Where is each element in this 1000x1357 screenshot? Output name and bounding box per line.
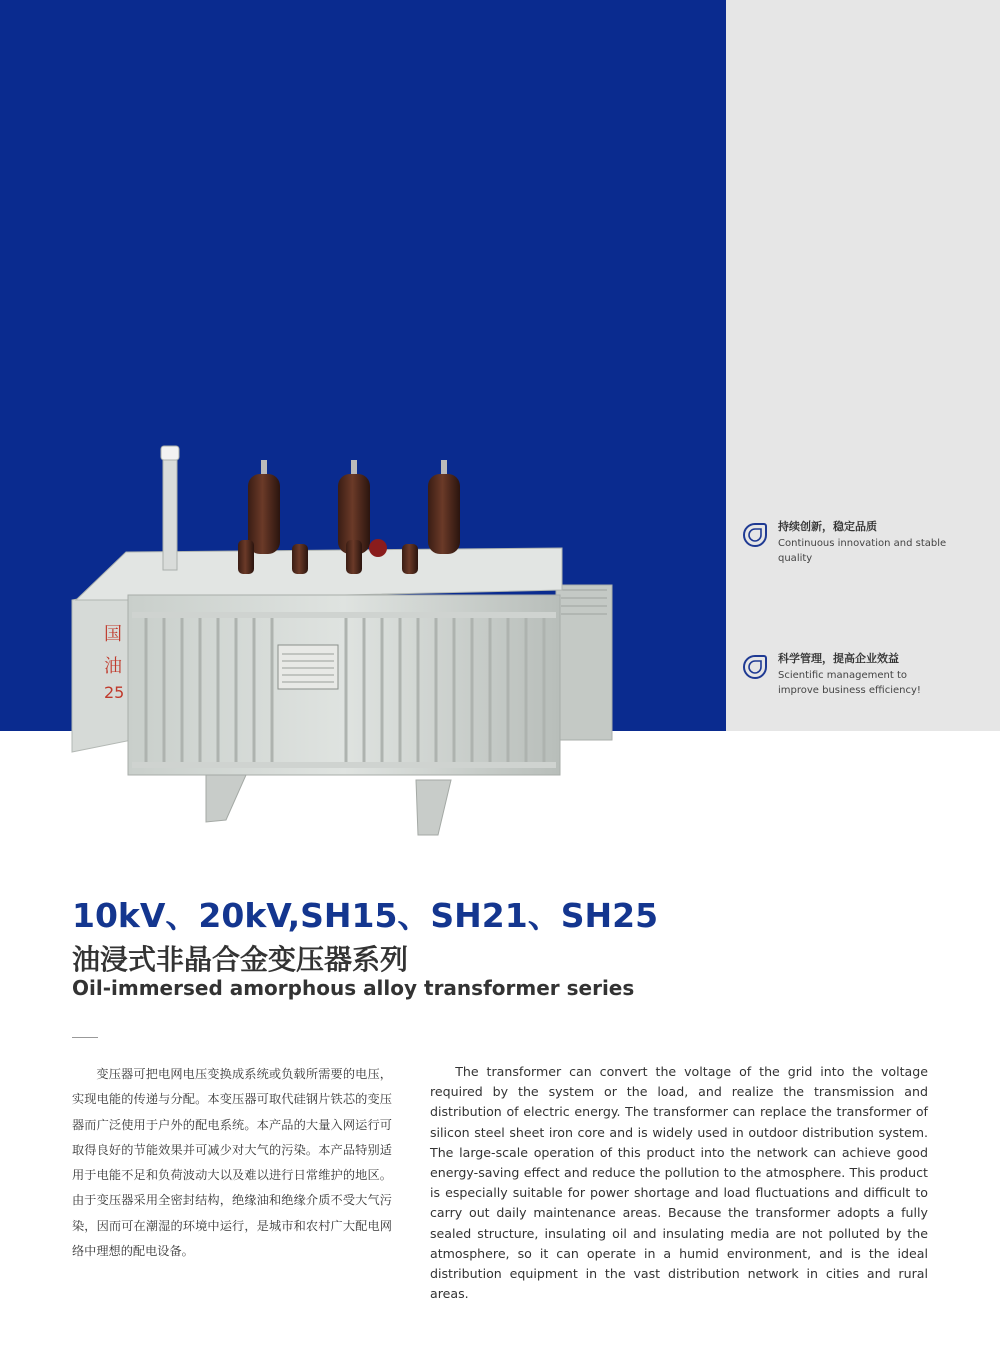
- description-cn: 变压器可把电网电压变换成系统或负载所需要的电压，实现电能的传递与分配。本变压器可取代硅钢片铁芯的变压器而广泛使用于户外的配电系统。本产品的大量入网运行可取得良好的节能效果并可减少对大气的污染。本产品特别适用于电能不足和负荷波动大以及难以进行日常维护的地区。由于变压器采用全密封结构，绝缘油和绝缘介质不受大气污染，因而可在潮湿的环境中运行，是城市和农村广大配电网络中理想的配电设备。: [72, 1067, 392, 1259]
- feature-title: 科学管理，提高企业效益: [778, 652, 899, 665]
- feature-title: 持续创新，稳定品质: [778, 520, 877, 533]
- tank-label-1: 国: [104, 624, 122, 645]
- hero-gray-panel: [726, 0, 1000, 731]
- leaf-drop-icon: [742, 522, 768, 548]
- transformer-image: [66, 440, 626, 840]
- divider: [72, 1037, 98, 1038]
- feature-text: Scientific management to improve business efficiency!: [778, 670, 921, 696]
- series-title-cn: 油浸式非晶合金变压器系列: [72, 943, 409, 976]
- model-range-heading: 10kV、20kV,SH15、SH21、SH25: [72, 896, 659, 935]
- tank-label-3: 25: [104, 683, 125, 702]
- series-title-en: Oil-immersed amorphous alloy transformer series: [72, 976, 635, 1000]
- tank-label-2: 油: [104, 656, 122, 677]
- description-en: The transformer can convert the voltage of the grid into the voltage required by the system or the load, and realize the transmission and distribution of electric energy. The transformer can replace the transformer of silicon steel sheet iron core and is widely used in outdoor distribution system. The large-scale operation of this product into the network can achieve good energy-saving effect and reduce the pollution to the atmosphere. This product is especially suitable for power shortage and load fluctuations and difficult to carry out daily maintenance areas. Because the transformer adopts a fully sealed structure, insulating oil and insulating media are not polluted by the atmosphere, so it can operate in a humid environment, and is the ideal distribution equipment in the vast distribution network in cities and rural areas.: [430, 1064, 928, 1302]
- feature-text: Continuous innovation and stable quality: [778, 538, 947, 564]
- leaf-drop-icon: [742, 654, 768, 680]
